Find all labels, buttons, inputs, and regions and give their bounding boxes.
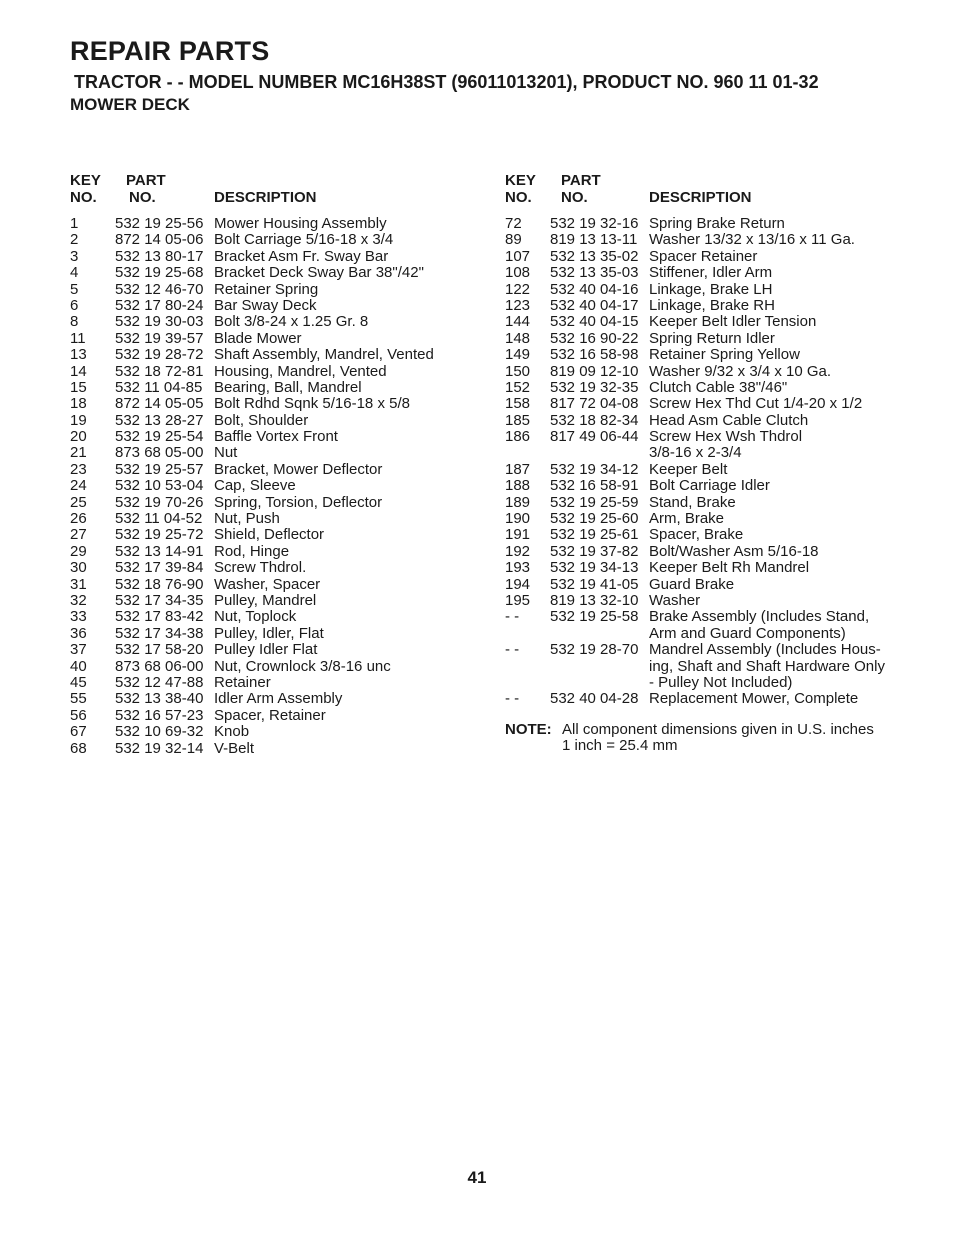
part-description: Spring Return Idler bbox=[649, 329, 775, 347]
part-description: V-Belt bbox=[214, 739, 255, 757]
table-row bbox=[70, 511, 480, 527]
key-number: 36 bbox=[70, 624, 87, 642]
part-header-line1: PART bbox=[561, 172, 601, 189]
column-header bbox=[70, 172, 480, 216]
key-number: 18 bbox=[70, 395, 87, 413]
table-row bbox=[505, 478, 925, 494]
key-number: 8 bbox=[70, 313, 79, 331]
key-number: 193 bbox=[505, 559, 531, 577]
part-number: 817 49 06-44 bbox=[550, 428, 639, 446]
part-description: Shaft Assembly, Mandrel, Vented bbox=[214, 346, 434, 364]
part-number: 532 19 70-26 bbox=[115, 493, 204, 511]
table-row bbox=[505, 577, 925, 593]
parts-column-left bbox=[70, 172, 480, 757]
key-number: 122 bbox=[505, 280, 531, 298]
part-header-line2: NO. bbox=[129, 189, 156, 206]
key-number: 152 bbox=[505, 378, 531, 396]
key-header-line1: KEY bbox=[70, 172, 101, 189]
page-title: REPAIR PARTS bbox=[70, 36, 270, 66]
table-row bbox=[70, 314, 480, 330]
part-description: Bracket, Mower Deflector bbox=[214, 460, 383, 478]
part-number: 532 19 25-57 bbox=[115, 460, 204, 478]
part-description: Bolt 3/8-24 x 1.25 Gr. 8 bbox=[214, 313, 369, 331]
part-description: Spacer, Retainer bbox=[214, 706, 326, 724]
parts-list-right bbox=[505, 216, 925, 708]
table-row bbox=[505, 396, 925, 412]
table-row bbox=[70, 232, 480, 248]
part-number: 532 16 58-98 bbox=[550, 346, 639, 364]
key-number: 68 bbox=[70, 739, 87, 757]
part-number: 819 09 12-10 bbox=[550, 362, 639, 380]
part-description: Bar Sway Deck bbox=[214, 296, 317, 314]
part-number: 532 17 34-38 bbox=[115, 624, 204, 642]
key-number: 148 bbox=[505, 329, 531, 347]
part-description: Bolt, Shoulder bbox=[214, 411, 309, 429]
table-row bbox=[70, 380, 480, 396]
part-number: 532 18 76-90 bbox=[115, 575, 204, 593]
table-row bbox=[505, 675, 925, 691]
part-description: Nut bbox=[214, 444, 238, 462]
table-row bbox=[505, 659, 925, 675]
table-row bbox=[505, 364, 925, 380]
table-row bbox=[70, 708, 480, 724]
part-description: Mandrel Assembly (Includes Hous- bbox=[649, 641, 881, 659]
part-number: 532 18 82-34 bbox=[550, 411, 639, 429]
part-number: 819 13 32-10 bbox=[550, 591, 639, 609]
part-number: 532 16 90-22 bbox=[550, 329, 639, 347]
key-number: 20 bbox=[70, 428, 87, 446]
part-number: 532 10 69-32 bbox=[115, 723, 204, 741]
part-number: 532 19 25-59 bbox=[550, 493, 639, 511]
part-description: Bolt Carriage Idler bbox=[649, 477, 770, 495]
part-description: Arm and Guard Components) bbox=[649, 624, 846, 642]
table-row bbox=[505, 511, 925, 527]
part-description: Spring Brake Return bbox=[649, 215, 785, 232]
table-row bbox=[70, 396, 480, 412]
part-number: 532 18 72-81 bbox=[115, 362, 204, 380]
table-row bbox=[70, 298, 480, 314]
part-description: Keeper Belt bbox=[649, 460, 728, 478]
key-number: 158 bbox=[505, 395, 531, 413]
table-row bbox=[505, 429, 925, 445]
part-description: Nut, Toplock bbox=[214, 608, 297, 626]
part-description: Washer, Spacer bbox=[214, 575, 321, 593]
table-row bbox=[70, 216, 480, 232]
key-number: 188 bbox=[505, 477, 531, 495]
part-description: Brake Assembly (Includes Stand, bbox=[649, 608, 870, 626]
part-description: Bolt Rdhd Sqnk 5/16-18 x 5/8 bbox=[214, 395, 410, 413]
table-row bbox=[505, 249, 925, 265]
part-header-line2: NO. bbox=[561, 189, 588, 206]
part-number: 872 14 05-05 bbox=[115, 395, 204, 413]
key-number: 107 bbox=[505, 247, 531, 265]
part-number: 532 40 04-15 bbox=[550, 313, 639, 331]
key-number: 150 bbox=[505, 362, 531, 380]
table-row bbox=[505, 462, 925, 478]
part-description: Rod, Hinge bbox=[214, 542, 290, 560]
part-number: 532 17 58-20 bbox=[115, 641, 204, 659]
part-number: 873 68 05-00 bbox=[115, 444, 204, 462]
table-row bbox=[505, 282, 925, 298]
part-description: Bolt Carriage 5/16-18 x 3/4 bbox=[214, 231, 394, 249]
part-number: 532 13 28-27 bbox=[115, 411, 204, 429]
key-number: 14 bbox=[70, 362, 87, 380]
key-number: 55 bbox=[70, 690, 87, 708]
part-description: Washer 9/32 x 3/4 x 10 Ga. bbox=[649, 362, 832, 380]
part-description: Linkage, Brake LH bbox=[649, 280, 773, 298]
part-description: Stiffener, Idler Arm bbox=[649, 264, 773, 282]
part-number: 532 17 80-24 bbox=[115, 296, 204, 314]
key-number: 11 bbox=[70, 329, 86, 347]
part-description: Spacer Retainer bbox=[649, 247, 758, 265]
key-number: 24 bbox=[70, 477, 87, 495]
part-description: Stand, Brake bbox=[649, 493, 736, 511]
table-row bbox=[505, 691, 925, 707]
part-number: 532 19 25-54 bbox=[115, 428, 204, 446]
key-number: 56 bbox=[70, 706, 87, 724]
key-number: 26 bbox=[70, 510, 87, 528]
table-row bbox=[70, 544, 480, 560]
part-description: Retainer Spring bbox=[214, 280, 319, 298]
key-number: 30 bbox=[70, 559, 87, 577]
part-description: Pulley, Mandrel bbox=[214, 591, 317, 609]
part-number: 532 19 25-58 bbox=[550, 608, 639, 626]
key-number: 27 bbox=[70, 526, 87, 544]
part-number: 532 19 37-82 bbox=[550, 542, 639, 560]
part-number: 532 19 25-60 bbox=[550, 510, 639, 528]
part-number: 873 68 06-00 bbox=[115, 657, 204, 675]
key-number: 144 bbox=[505, 313, 531, 331]
key-header-line1: KEY bbox=[505, 172, 536, 189]
table-row bbox=[70, 626, 480, 642]
table-row bbox=[70, 347, 480, 363]
key-number: 3 bbox=[70, 247, 79, 265]
table-row bbox=[70, 724, 480, 740]
table-row bbox=[70, 445, 480, 461]
column-header bbox=[505, 172, 925, 216]
part-description: Nut, Push bbox=[214, 510, 280, 528]
part-description: Washer bbox=[649, 591, 701, 609]
table-row bbox=[70, 478, 480, 494]
part-number: 532 12 47-88 bbox=[115, 673, 204, 691]
part-number: 532 40 04-17 bbox=[550, 296, 639, 314]
parts-list-left bbox=[70, 216, 480, 757]
table-row bbox=[505, 380, 925, 396]
description-header: DESCRIPTION bbox=[649, 189, 752, 206]
key-number: 108 bbox=[505, 264, 531, 282]
part-number: 532 13 35-03 bbox=[550, 264, 639, 282]
key-number: 186 bbox=[505, 428, 531, 446]
key-number: 5 bbox=[70, 280, 79, 298]
key-number: 2 bbox=[70, 231, 79, 249]
part-description: Mower Housing Assembly bbox=[214, 215, 387, 232]
part-description: Idler Arm Assembly bbox=[214, 690, 343, 708]
table-row bbox=[70, 593, 480, 609]
part-number: 532 19 32-16 bbox=[550, 215, 639, 232]
part-number: 532 19 25-61 bbox=[550, 526, 639, 544]
part-number: 532 19 30-03 bbox=[115, 313, 204, 331]
key-number: 4 bbox=[70, 264, 79, 282]
key-number: 72 bbox=[505, 215, 522, 232]
part-description: Head Asm Cable Clutch bbox=[649, 411, 809, 429]
table-row bbox=[505, 495, 925, 511]
part-description: 3/8-16 x 2-3/4 bbox=[649, 444, 742, 462]
note-label: NOTE: bbox=[505, 720, 552, 738]
table-row bbox=[505, 347, 925, 363]
table-row bbox=[70, 495, 480, 511]
key-number: 149 bbox=[505, 346, 531, 364]
part-number: 532 17 34-35 bbox=[115, 591, 204, 609]
part-description: Clutch Cable 38"/46" bbox=[649, 378, 788, 396]
key-number: 23 bbox=[70, 460, 87, 478]
part-number: 532 19 25-68 bbox=[115, 264, 204, 282]
table-row bbox=[70, 577, 480, 593]
part-number: 817 72 04-08 bbox=[550, 395, 639, 413]
part-number: 532 16 57-23 bbox=[115, 706, 204, 724]
table-row bbox=[505, 265, 925, 281]
part-number: 532 19 25-72 bbox=[115, 526, 204, 544]
table-row bbox=[505, 232, 925, 248]
part-description: Bracket Deck Sway Bar 38"/42" bbox=[214, 264, 424, 282]
key-number: 31 bbox=[70, 575, 87, 593]
part-description: ing, Shaft and Shaft Hardware Only bbox=[649, 657, 885, 675]
part-description: Keeper Belt Idler Tension bbox=[649, 313, 817, 331]
part-description: Guard Brake bbox=[649, 575, 735, 593]
key-number: 21 bbox=[70, 444, 87, 462]
key-number: 189 bbox=[505, 493, 531, 511]
part-number: 819 13 13-11 bbox=[550, 231, 638, 249]
key-number: 194 bbox=[505, 575, 531, 593]
part-description: Replacement Mower, Complete bbox=[649, 690, 859, 708]
key-number: 185 bbox=[505, 411, 531, 429]
key-number: 19 bbox=[70, 411, 87, 429]
key-header-line2: NO. bbox=[505, 189, 532, 206]
key-number: 195 bbox=[505, 591, 531, 609]
part-number: 532 13 38-40 bbox=[115, 690, 204, 708]
part-number: 532 19 28-70 bbox=[550, 641, 639, 659]
part-description: Pulley, Idler, Flat bbox=[214, 624, 324, 642]
key-number: 13 bbox=[70, 346, 87, 364]
part-number: 532 19 34-13 bbox=[550, 559, 639, 577]
table-row bbox=[505, 527, 925, 543]
part-description: Bolt/Washer Asm 5/16-18 bbox=[649, 542, 819, 560]
part-description: Linkage, Brake RH bbox=[649, 296, 775, 314]
key-number: 15 bbox=[70, 378, 87, 396]
table-row bbox=[70, 659, 480, 675]
part-number: 532 10 53-04 bbox=[115, 477, 204, 495]
table-row bbox=[505, 331, 925, 347]
key-number: 192 bbox=[505, 542, 531, 560]
key-number: 33 bbox=[70, 608, 87, 626]
part-number: 532 19 32-14 bbox=[115, 739, 204, 757]
part-description: Spring, Torsion, Deflector bbox=[214, 493, 383, 511]
table-row bbox=[505, 560, 925, 576]
part-description: Spacer, Brake bbox=[649, 526, 744, 544]
part-number: 532 19 25-56 bbox=[115, 215, 204, 232]
key-number: 32 bbox=[70, 591, 87, 609]
key-number: 6 bbox=[70, 296, 79, 314]
part-description: Nut, Crownlock 3/8-16 unc bbox=[214, 657, 391, 675]
part-description: Baffle Vortex Front bbox=[214, 428, 338, 446]
part-description: - Pulley Not Included) bbox=[649, 673, 793, 691]
part-number: 532 16 58-91 bbox=[550, 477, 639, 495]
part-description: Bearing, Ball, Mandrel bbox=[214, 378, 362, 396]
key-number: 29 bbox=[70, 542, 87, 560]
part-number: 532 19 32-35 bbox=[550, 378, 639, 396]
key-number: 1 bbox=[70, 215, 79, 232]
part-description: Bracket Asm Fr. Sway Bar bbox=[214, 247, 389, 265]
table-row bbox=[70, 642, 480, 658]
key-number: - - bbox=[505, 641, 520, 659]
note-text-line2: 1 inch = 25.4 mm bbox=[562, 737, 678, 755]
part-description: Housing, Mandrel, Vented bbox=[214, 362, 387, 380]
table-row bbox=[70, 462, 480, 478]
part-number: 532 13 80-17 bbox=[115, 247, 204, 265]
table-row bbox=[505, 544, 925, 560]
table-row bbox=[505, 642, 925, 658]
description-header: DESCRIPTION bbox=[214, 189, 317, 206]
key-number: - - bbox=[505, 690, 520, 708]
model-subtitle: TRACTOR - - MODEL NUMBER MC16H38ST (96011013201), PRODUCT NO. 960 11 01-32 bbox=[74, 72, 819, 92]
part-number: 532 11 04-52 bbox=[115, 510, 203, 528]
key-number: 25 bbox=[70, 493, 87, 511]
key-header-line2: NO. bbox=[70, 189, 97, 206]
table-row bbox=[70, 331, 480, 347]
table-row bbox=[505, 609, 925, 625]
table-row bbox=[505, 314, 925, 330]
part-number: 532 17 39-84 bbox=[115, 559, 204, 577]
part-description: Retainer Spring Yellow bbox=[649, 346, 800, 364]
key-number: 37 bbox=[70, 641, 87, 659]
key-number: 187 bbox=[505, 460, 531, 478]
table-row bbox=[70, 364, 480, 380]
part-description: Arm, Brake bbox=[649, 510, 725, 528]
key-number: 40 bbox=[70, 657, 87, 675]
parts-column-right bbox=[505, 172, 925, 755]
key-number: 89 bbox=[505, 231, 522, 249]
table-row bbox=[70, 429, 480, 445]
part-number: 872 14 05-06 bbox=[115, 231, 204, 249]
part-number: 532 19 28-72 bbox=[115, 346, 204, 364]
table-row bbox=[70, 741, 480, 757]
key-number: - - bbox=[505, 608, 520, 626]
part-description: Washer 13/32 x 13/16 x 11 Ga. bbox=[649, 231, 855, 249]
table-row bbox=[70, 560, 480, 576]
part-number: 532 13 35-02 bbox=[550, 247, 639, 265]
table-row bbox=[70, 249, 480, 265]
section-title: MOWER DECK bbox=[70, 95, 190, 114]
part-number: 532 19 39-57 bbox=[115, 329, 204, 347]
part-number: 532 11 04-85 bbox=[115, 378, 203, 396]
part-number: 532 40 04-28 bbox=[550, 690, 639, 708]
key-number: 191 bbox=[505, 526, 531, 544]
part-description: Pulley Idler Flat bbox=[214, 641, 318, 659]
key-number: 123 bbox=[505, 296, 531, 314]
part-description: Screw Hex Wsh Thdrol bbox=[649, 428, 803, 446]
part-description: Cap, Sleeve bbox=[214, 477, 296, 495]
key-number: 190 bbox=[505, 510, 531, 528]
part-description: Screw Hex Thd Cut 1/4-20 x 1/2 bbox=[649, 395, 863, 413]
table-row bbox=[70, 691, 480, 707]
table-row bbox=[70, 282, 480, 298]
key-number: 67 bbox=[70, 723, 87, 741]
table-row bbox=[505, 216, 925, 232]
part-number: 532 40 04-16 bbox=[550, 280, 639, 298]
part-description: Retainer bbox=[214, 673, 271, 691]
part-number: 532 17 83-42 bbox=[115, 608, 204, 626]
key-number: 45 bbox=[70, 673, 87, 691]
part-number: 532 19 41-05 bbox=[550, 575, 639, 593]
part-description: Screw Thdrol. bbox=[214, 559, 307, 577]
table-row bbox=[70, 527, 480, 543]
table-row bbox=[70, 265, 480, 281]
page-number: 41 bbox=[467, 1168, 487, 1187]
part-header-line1: PART bbox=[126, 172, 166, 189]
table-row bbox=[70, 413, 480, 429]
part-number: 532 19 34-12 bbox=[550, 460, 639, 478]
note-text-line1: All component dimensions given in U.S. inches bbox=[562, 720, 874, 738]
table-row bbox=[70, 609, 480, 625]
part-description: Keeper Belt Rh Mandrel bbox=[649, 559, 810, 577]
part-description: Blade Mower bbox=[214, 329, 302, 347]
part-number: 532 12 46-70 bbox=[115, 280, 204, 298]
table-row bbox=[70, 675, 480, 691]
table-row bbox=[505, 445, 925, 461]
table-row bbox=[505, 593, 925, 609]
part-description: Shield, Deflector bbox=[214, 526, 325, 544]
part-number: 532 13 14-91 bbox=[115, 542, 204, 560]
table-row bbox=[505, 298, 925, 314]
table-row bbox=[505, 413, 925, 429]
table-row bbox=[505, 626, 925, 642]
part-description: Knob bbox=[214, 723, 250, 741]
